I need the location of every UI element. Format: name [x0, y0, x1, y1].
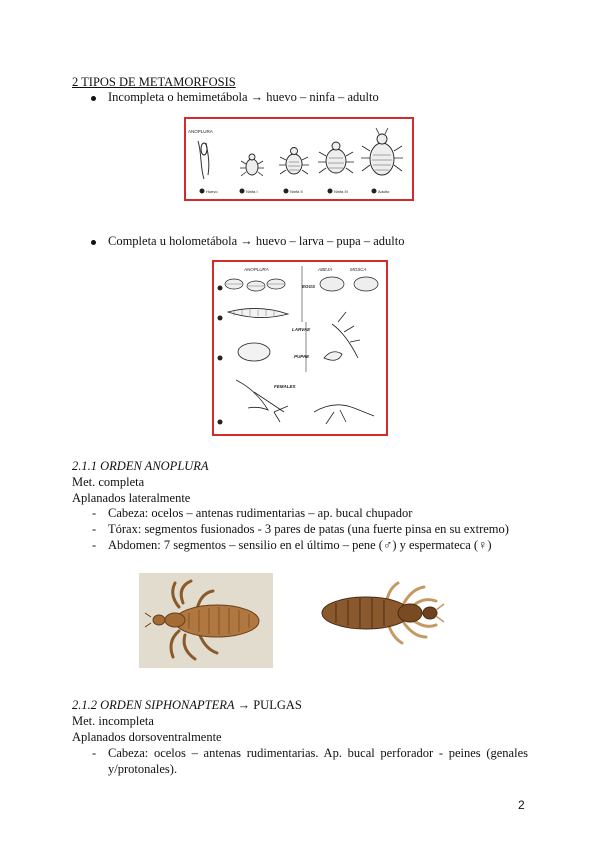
louse-dorsal-image: [139, 573, 273, 668]
label-ninfa-3: Ninfa III: [334, 189, 348, 194]
bullet-dot: [91, 96, 96, 101]
dash-marker: -: [92, 522, 97, 536]
section-title: 2 TIPOS DE METAMORFOSIS: [72, 75, 236, 89]
bullet-incompleta: Incompleta o hemimetábola → huevo – ninfa – adulto: [108, 90, 379, 104]
label-adulto: Adulto: [378, 189, 390, 194]
bullet-dot: [91, 240, 96, 245]
label-pupae: PUPAE: [294, 354, 310, 359]
figure-holometabola: [212, 260, 388, 436]
label-females: FEMALES: [274, 384, 296, 389]
siphonaptera-shape: Aplanados dorsoventralmente: [72, 730, 222, 744]
siphonaptera-item-cabeza: Cabeza: ocelos – antenas rudimentarias. Ap. bucal perforador - peines (genales y/protonales).: [108, 746, 528, 776]
louse-photo-dorsal: [139, 573, 273, 668]
louse-ventral-image: [306, 573, 453, 653]
anoplura-metamorphosis: Met. completa: [72, 475, 145, 489]
louse-photo-ventral: [306, 573, 453, 653]
holometabola-illustration: [214, 262, 386, 434]
label-eggs: EGGS: [302, 284, 316, 289]
label-ninfa-2: Ninfa II: [290, 189, 303, 194]
siphonaptera-metamorphosis: Met. incompleta: [72, 714, 154, 728]
bullet-completa: Completa u holometábola → huevo – larva – pupa – adulto: [108, 234, 405, 248]
anoplura-shape: Aplanados lateralmente: [72, 491, 191, 505]
label-anoplura: ANOPLURA: [188, 129, 213, 134]
label-anoplura-2: ANOPLURA: [244, 267, 269, 272]
label-ninfa-1: Ninfa I: [246, 189, 258, 194]
siphonaptera-heading: 2.1.2 ORDEN SIPHONAPTERA: [72, 698, 235, 712]
label-abeja: ABEJA: [318, 267, 333, 272]
label-mosca: MOSCA: [350, 267, 367, 272]
anoplura-item-abdomen: Abdomen: 7 segmentos – sensilio en el último – pene (♂) y espermateca (♀): [108, 538, 492, 552]
anoplura-item-cabeza: Cabeza: ocelos – antenas rudimentarias – ap. bucal chupador: [108, 506, 413, 520]
siphonaptera-heading-suffix: → PULGAS: [234, 698, 302, 712]
dash-marker: -: [92, 538, 97, 552]
siphonaptera-heading-line: [72, 697, 302, 713]
anoplura-item-torax: Tórax: segmentos fusionados - 3 pares de patas (una fuerte pinsa en su extremo): [108, 522, 509, 536]
label-larvae: LARVAE: [292, 327, 311, 332]
hemimetabola-illustration: [186, 119, 412, 199]
dash-marker: -: [92, 746, 97, 760]
anoplura-heading: 2.1.1 ORDEN ANOPLURA: [72, 459, 209, 473]
label-huevo: Huevo: [206, 189, 218, 194]
figure-hemimetabola: [184, 117, 414, 201]
dash-marker: -: [92, 506, 97, 520]
page-number: 2: [518, 798, 525, 812]
